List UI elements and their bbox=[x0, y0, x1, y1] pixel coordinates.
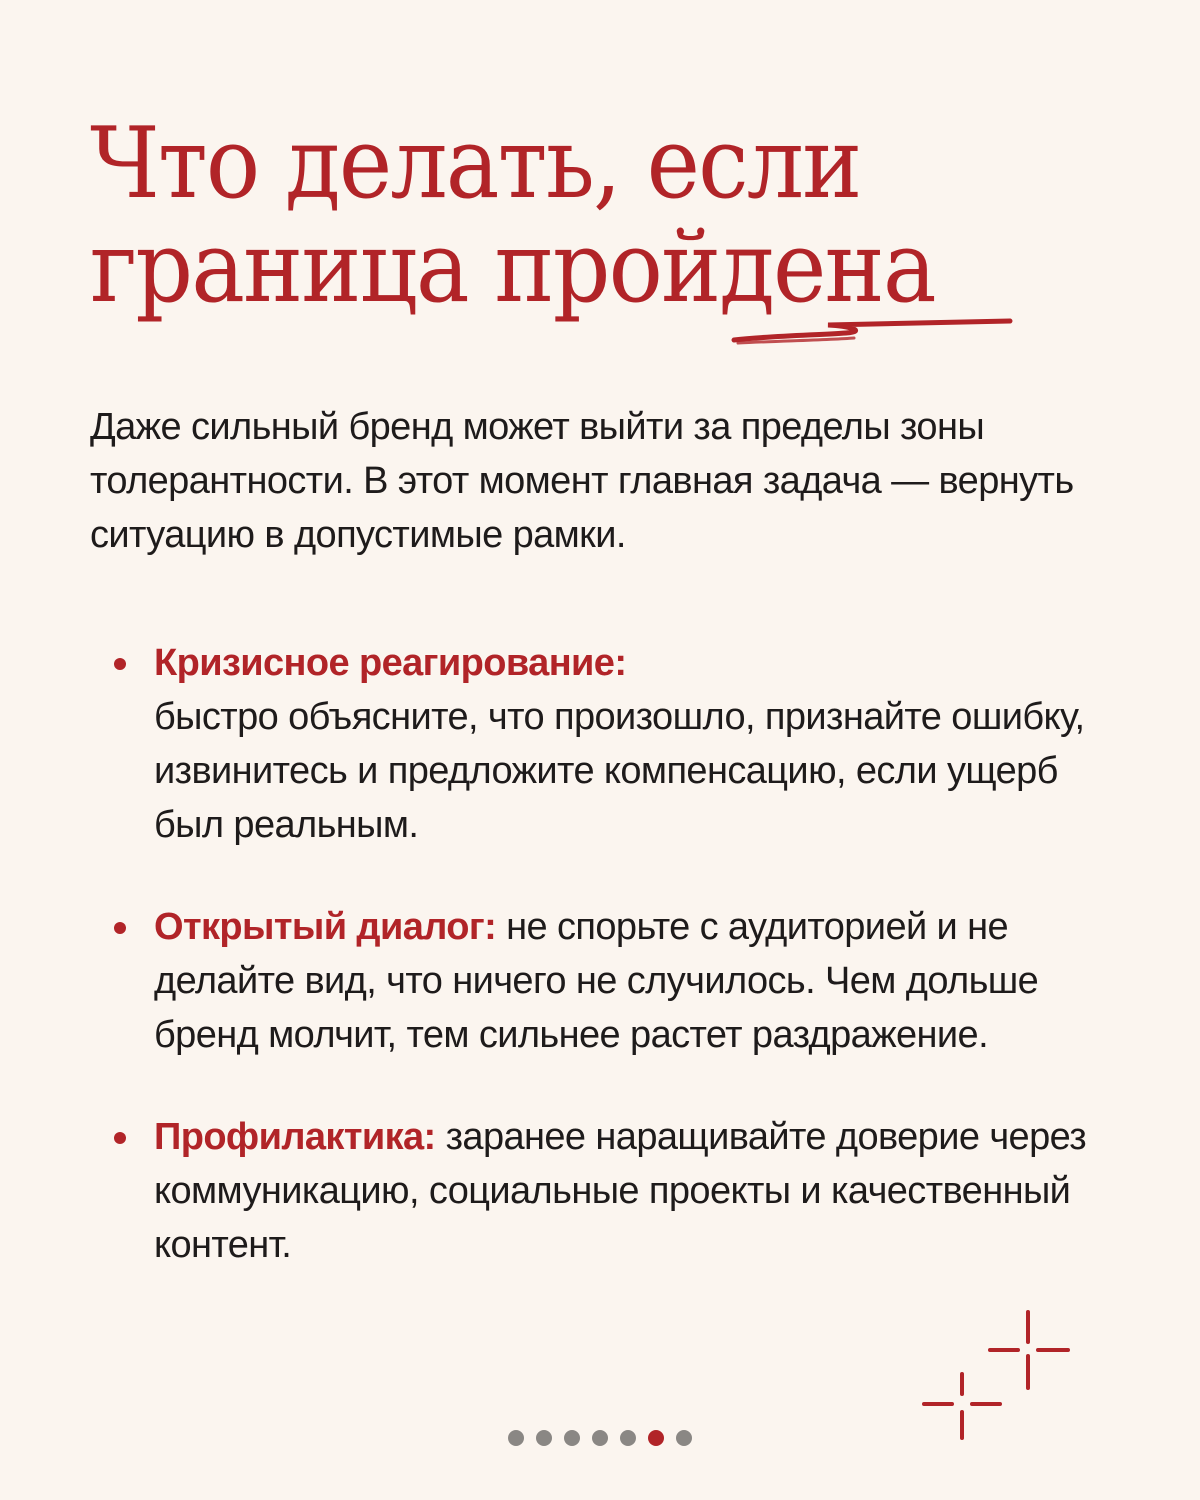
sparkle-decoration-icon bbox=[918, 1304, 1078, 1444]
pagination-dot[interactable] bbox=[564, 1430, 580, 1446]
pagination-dot[interactable] bbox=[620, 1430, 636, 1446]
page-title bbox=[90, 107, 1010, 325]
bullet-label: Профилактика: bbox=[154, 1116, 436, 1158]
bullet-list bbox=[110, 636, 1110, 1320]
title-line-1: Что делать, если bbox=[90, 107, 861, 221]
brush-underline-decoration bbox=[728, 316, 1018, 352]
bullet-dot-icon bbox=[114, 922, 126, 934]
bullet-dot-icon bbox=[114, 658, 126, 670]
bullet-label: Открытый диалог: bbox=[154, 906, 497, 948]
bullet-item-crisis bbox=[110, 636, 1110, 852]
pagination-dot[interactable] bbox=[536, 1430, 552, 1446]
bullet-text: заранее наращивайте доверие через коммуникацию, социальные проекты и качественный контент. bbox=[154, 1116, 1087, 1266]
pagination-dot[interactable] bbox=[592, 1430, 608, 1446]
bullet-text: не спорьте с аудиторией и не делайте вид, что ничего не случилось. Чем дольше бренд молчит, тем сильнее растет раздражение. bbox=[154, 906, 1039, 1056]
carousel-pagination bbox=[0, 1430, 1200, 1446]
bullet-dot-icon bbox=[114, 1132, 126, 1144]
pagination-dot[interactable] bbox=[508, 1430, 524, 1446]
title-line-2: граница пройдена bbox=[90, 211, 935, 325]
bullet-label: Кризисное реагирование: bbox=[154, 642, 627, 684]
bullet-text: быстро объясните, что произошло, признайте ошибку, извинитесь и предложите компенсацию, если ущерб был реальным. bbox=[154, 696, 1085, 846]
intro-paragraph: Даже сильный бренд может выйти за пределы зоны толерантности. В этот момент главная задача — вернуть ситуацию в допустимые рамки. bbox=[90, 406, 1074, 556]
bullet-item-dialog bbox=[110, 900, 1110, 1062]
pagination-dot[interactable] bbox=[676, 1430, 692, 1446]
bullet-item-prevention bbox=[110, 1110, 1110, 1272]
pagination-dot-active[interactable] bbox=[648, 1430, 664, 1446]
